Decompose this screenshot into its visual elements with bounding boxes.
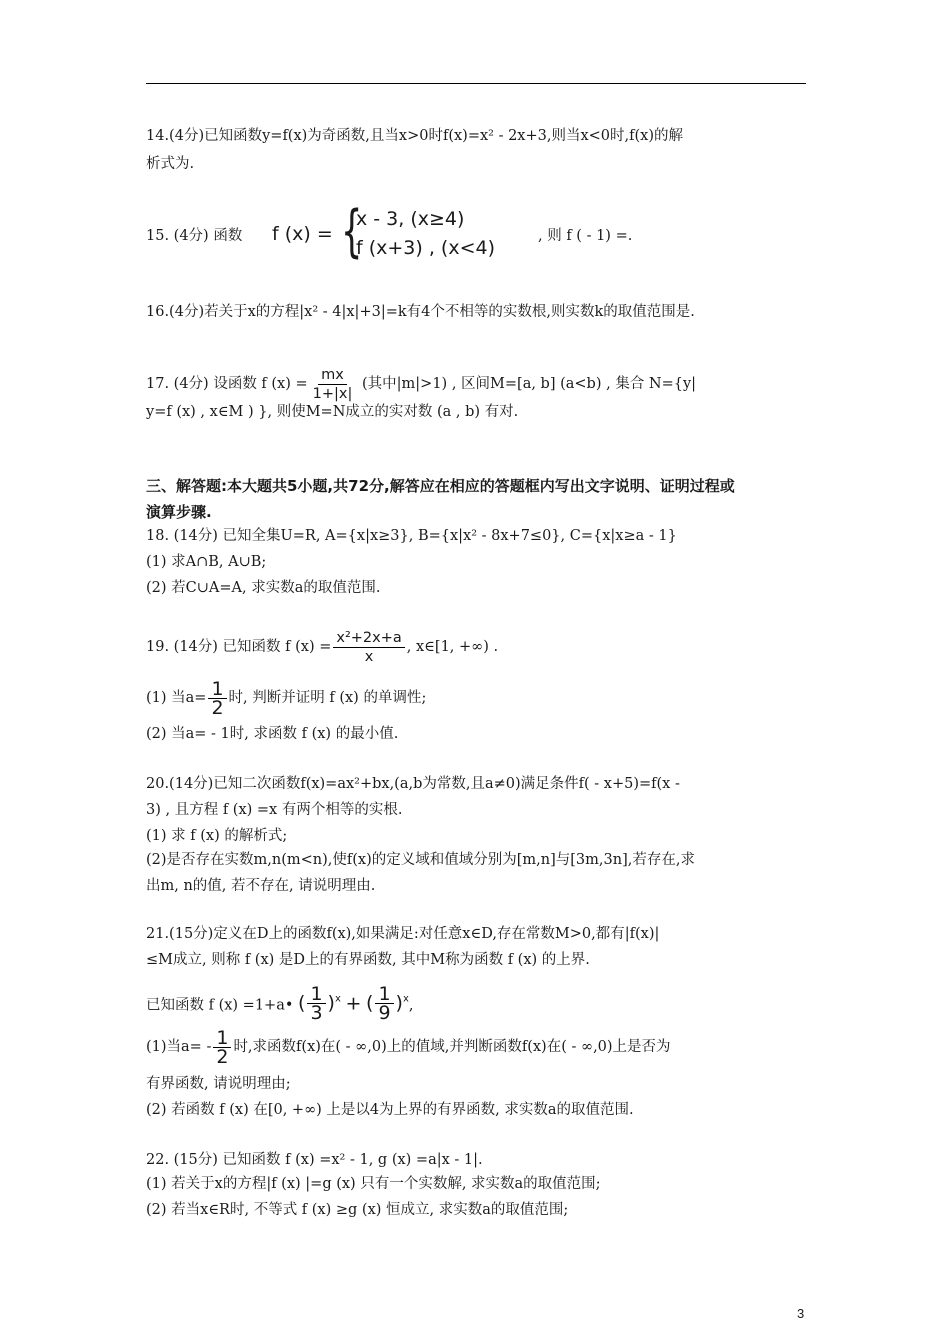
q18-line3: (2) 若C∪A=A, 求实数a的取值范围. <box>146 580 381 596</box>
q19-frac-den: x <box>364 648 374 665</box>
q21-given <box>146 978 414 1027</box>
q19-p1-fraction <box>208 677 226 719</box>
q15-brace: { <box>341 199 363 264</box>
q17-suffix: (其中|m|>1) , 区间M=[a, b] (a<b) , 集合 N={y| <box>357 376 697 392</box>
q19-p1-suffix: 时, 判断并证明 f (x) 的单调性; <box>228 690 427 706</box>
q17-frac-den: 1+|x| <box>312 385 353 402</box>
page-number: 3 <box>797 1306 805 1321</box>
header-rule <box>146 83 806 84</box>
q19-fraction <box>333 629 404 666</box>
q14-line2: 析式为. <box>146 156 195 172</box>
q21-plus: + <box>345 992 362 1015</box>
q21-frac-1-9: $\frac{1}{9}$ <box>375 985 393 1022</box>
q19-p1-den: 2 <box>211 696 224 719</box>
q22-line1: 22. (15分) 已知函数 f (x) =x² - 1, g (x) =a|x - 1|. <box>146 1152 483 1168</box>
q20-line3: (1) 求 f (x) 的解析式; <box>146 828 288 844</box>
q21-line1: 21.(15分)定义在D上的函数f(x),如果满足:对任意x∈D,存在常数M>0,都有|f(x)| <box>146 926 660 942</box>
q20-line4: (2)是否存在实数m,n(m<n),使f(x)的定义域和值域分别为[m,n]与[3m,3n],若存在,求 <box>146 852 695 868</box>
q15-prefix: 15. (4分) 函数 <box>146 228 243 244</box>
q21-p1-num: 1 <box>213 1029 231 1048</box>
q21-term1: ( $\frac{1}{3}$ )$^x$ <box>298 983 341 1025</box>
q21-p1-fraction <box>213 1026 231 1068</box>
q21-line2: ≤M成立, 则称 f (x) 是D上的有界函数, 其中M称为函数 f (x) 的上界. <box>146 952 590 968</box>
q17-fraction <box>310 366 356 403</box>
q22-line3: (2) 若当x∈R时, 不等式 f (x) ≥g (x) 恒成立, 求实数a的取值范围; <box>146 1202 569 1218</box>
q21-part1 <box>146 1026 671 1068</box>
q19-p1-num: 1 <box>208 680 226 699</box>
q17-line2: y=f (x) , x∈M ) }, 则使M=N成立的实对数 (a , b) 有对. <box>146 404 519 420</box>
q21-part2: (2) 若函数 f (x) 在[0, +∞) 上是以4为上界的有界函数, 求实数a的取值范围. <box>146 1102 634 1118</box>
q16-line1: 16.(4分)若关于x的方程|x² - 4|x|+3|=k有4个不相等的实数根,则实数k的取值范围是. <box>146 304 695 320</box>
q21-given-tail: , <box>408 997 414 1014</box>
q21-p1-suffix: 时,求函数f(x)在( - ∞,0)上的值域,并判断函数f(x)在( - ∞,0)上是否为 <box>233 1039 671 1055</box>
q19-line1 <box>146 626 498 668</box>
q20-line2: 3) , 且方程 f (x) =x 有两个相等的实根. <box>146 802 403 818</box>
q21-p1-den: 2 <box>216 1045 229 1068</box>
q15-case2: f (x+3) , (x<4) <box>356 237 496 259</box>
q18-line1: 18. (14分) 已知全集U=R, A={x|x≥3}, B={x|x² - 8x+7≤0}, C={x|x≥a - 1} <box>146 528 677 544</box>
q20-line5: 出m, n的值, 若不存在, 请说明理由. <box>146 878 376 894</box>
q19-p1-prefix: (1) 当a= <box>146 690 207 706</box>
q17-prefix: 17. (4分) 设函数 f (x) = <box>146 376 308 392</box>
q22-line2: (1) 若关于x的方程|f (x) |=g (x) 只有一个实数解, 求实数a的取值范围; <box>146 1176 601 1192</box>
q19-part1 <box>146 677 426 719</box>
q19-frac-num: x²+2x+a <box>333 629 404 648</box>
q15-fx: f (x) = <box>272 223 333 245</box>
q17-line1 <box>146 364 696 404</box>
section3-line2: 演算步骤. <box>146 503 212 521</box>
q14-line1: 14.(4分)已知函数y=f(x)为奇函数,且当x>0时f(x)=x² - 2x+3,则当x<0时,f(x)的解 <box>146 128 683 144</box>
q19-prefix: 19. (14分) 已知函数 f (x) = <box>146 639 332 655</box>
q17-frac-num: mx <box>318 366 347 385</box>
q19-part2: (2) 当a= - 1时, 求函数 f (x) 的最小值. <box>146 726 399 742</box>
q18-line2: (1) 求A∩B, A∪B; <box>146 554 267 570</box>
q15-case1: x - 3, (x≥4) <box>356 208 465 230</box>
q19-suffix: , x∈[1, +∞) . <box>406 639 499 655</box>
q21-p1-prefix: (1)当a= - <box>146 1039 212 1055</box>
q21-given-prefix: 已知函数 f (x) =1+a• <box>146 997 294 1014</box>
q21-term2: ( $\frac{1}{9}$ )$^x$ <box>366 983 409 1025</box>
q21-p1-line2: 有界函数, 请说明理由; <box>146 1076 291 1092</box>
q21-frac-1-3: $\frac{1}{3}$ <box>307 985 325 1022</box>
q15-suffix: , 则 f ( - 1) =. <box>538 228 633 244</box>
section3-line1: 三、解答题:本大题共5小题,共72分,解答应在相应的答题框内写出文字说明、证明过程或 <box>146 477 735 495</box>
q20-line1: 20.(14分)已知二次函数f(x)=ax²+bx,(a,b为常数,且a≠0)满足条件f( - x+5)=f(x - <box>146 776 680 792</box>
